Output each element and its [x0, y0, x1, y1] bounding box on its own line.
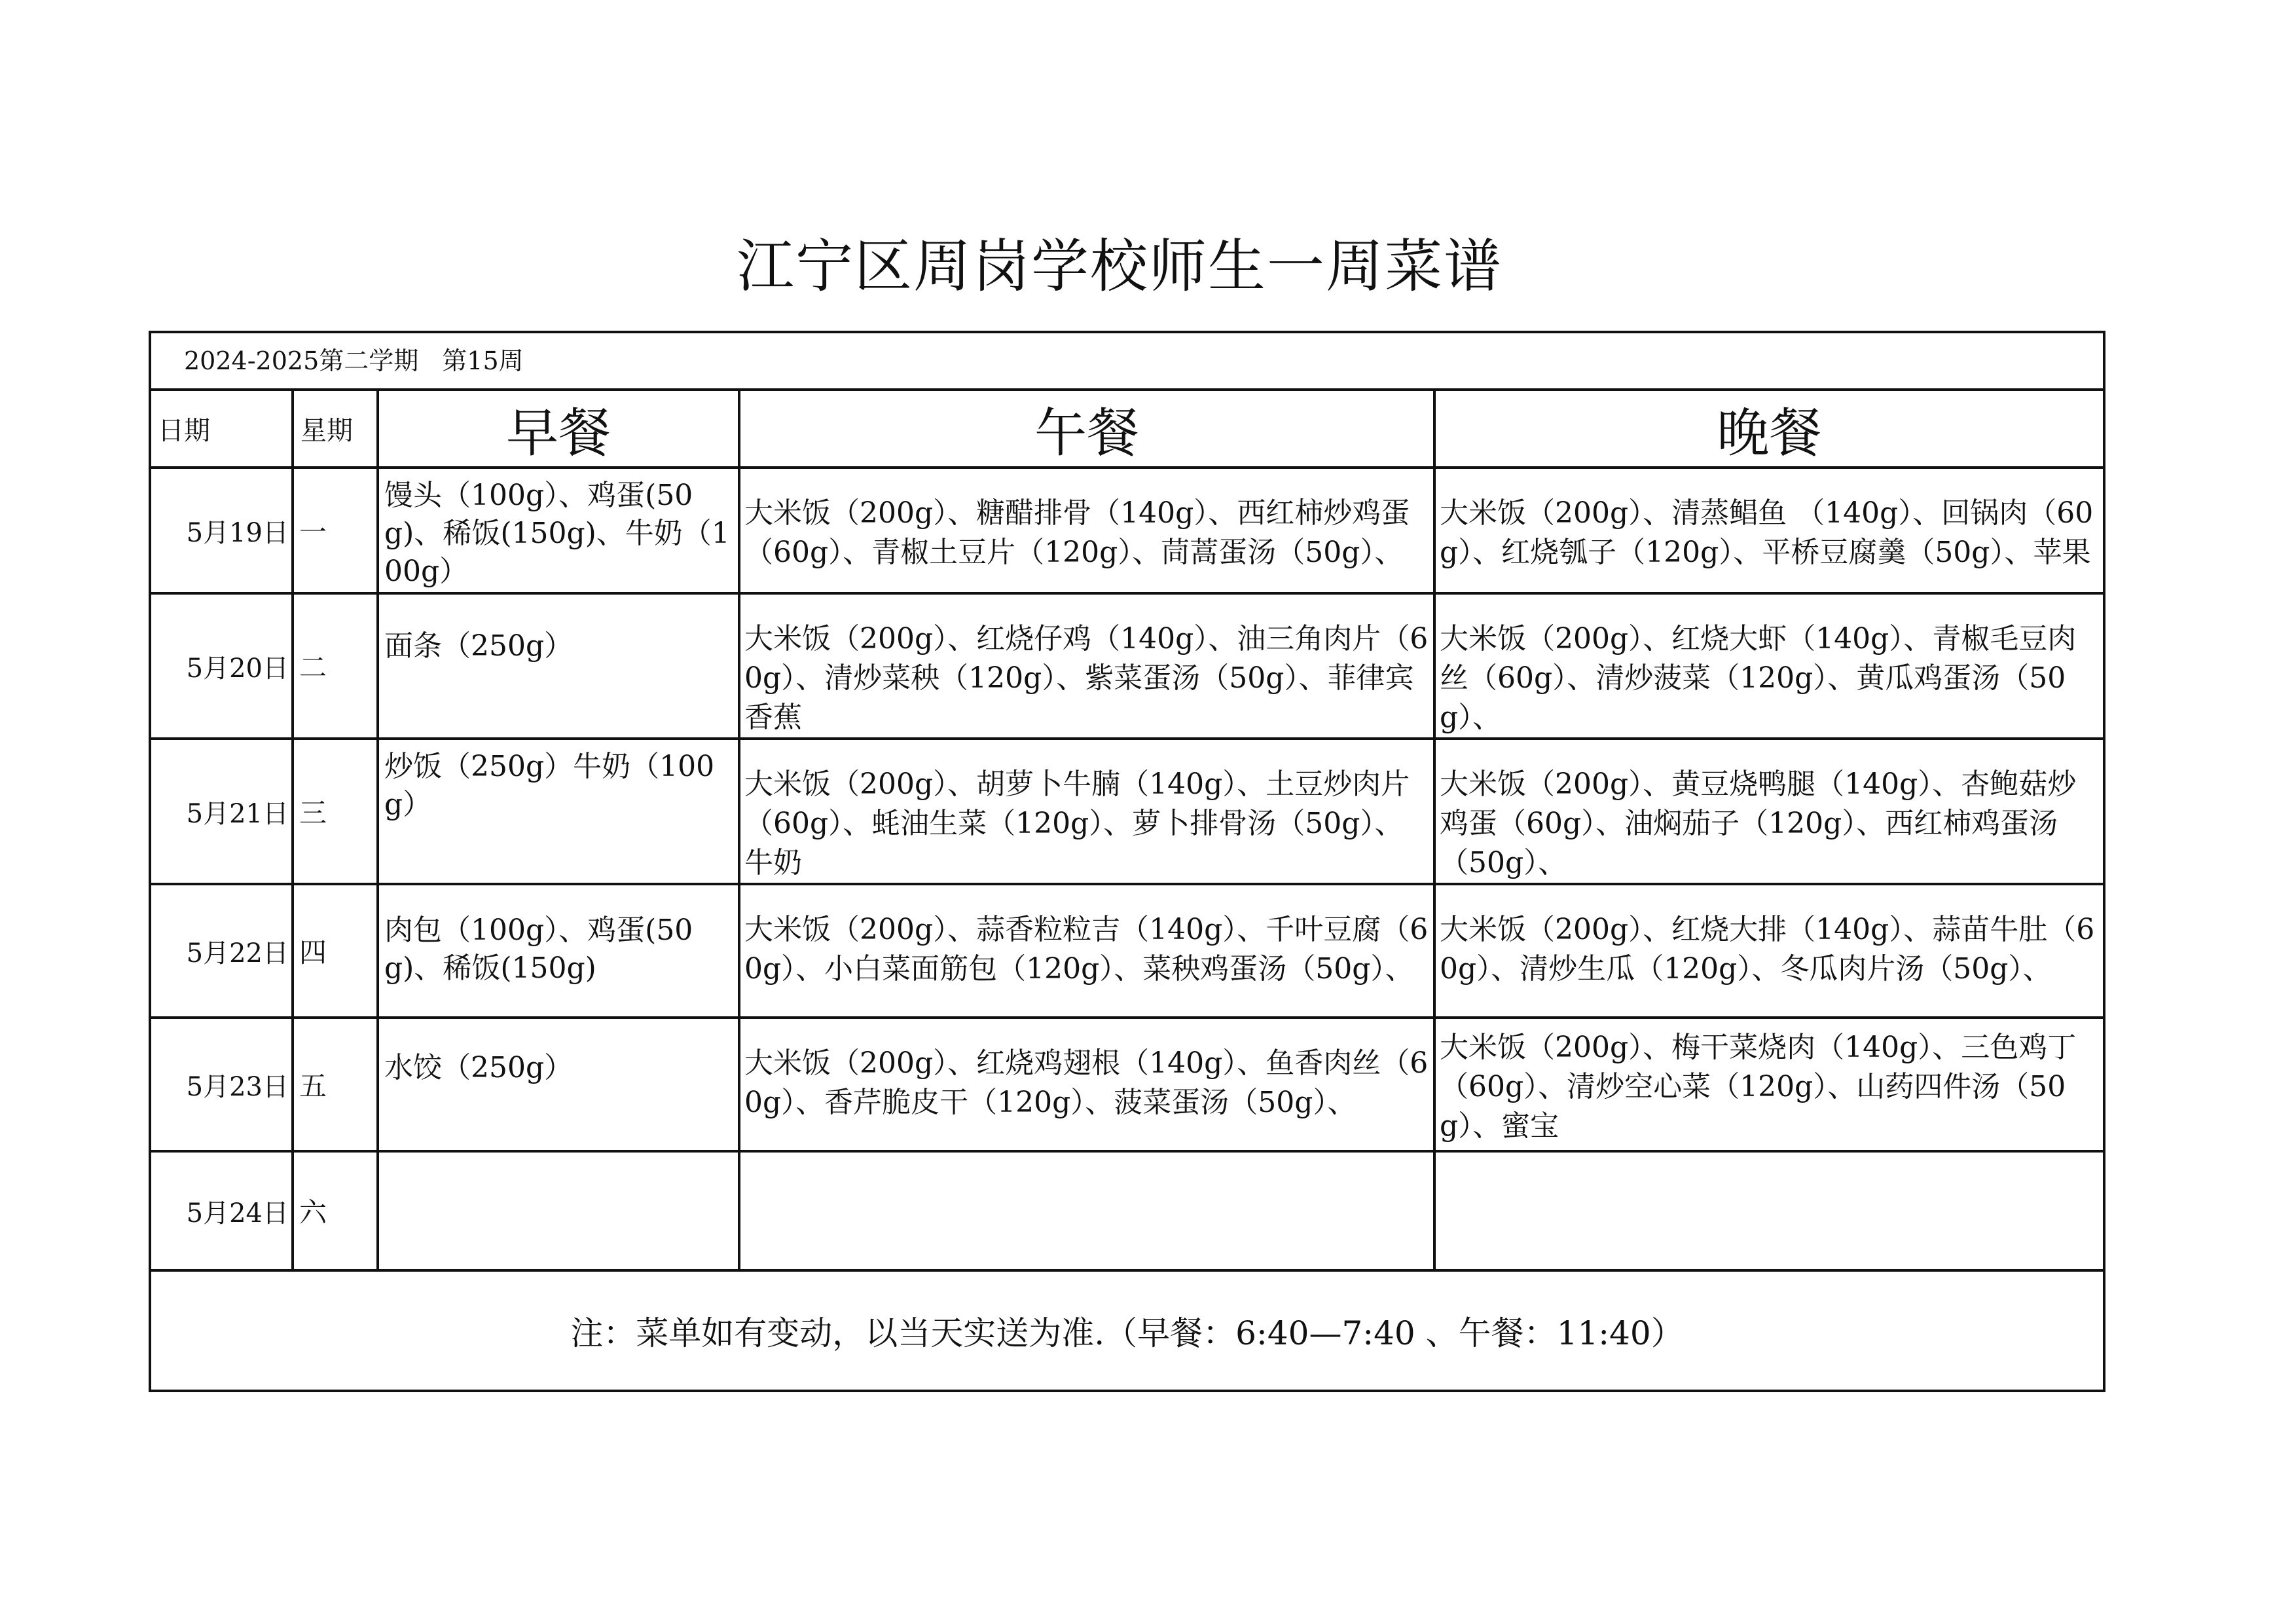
row-dinner: 大米饭（200g）、清蒸鲳鱼 （140g）、回锅肉（60g）、红烧瓠子（120g）、平桥豆腐羹（50g）、苹果 — [1434, 468, 2104, 593]
header-dinner: 晚餐 — [1434, 390, 2104, 468]
row-weekday: 二 — [293, 593, 378, 739]
row-dinner: 大米饭（200g）、红烧大虾（140g）、青椒毛豆肉丝（60g）、清炒菠菜（120g）、黄瓜鸡蛋汤（50g）、 — [1434, 593, 2104, 739]
row-weekday: 五 — [293, 1018, 378, 1151]
table-row — [150, 1018, 2104, 1151]
menu-table — [149, 331, 2105, 1392]
table-row — [150, 468, 2104, 593]
row-breakfast: 面条（250g） — [378, 593, 739, 739]
row-date: 5月20日 — [150, 593, 293, 739]
semester-row — [150, 332, 2104, 390]
row-dinner: 大米饭（200g）、黄豆烧鸭腿（140g）、杏鲍菇炒鸡蛋（60g）、油焖茄子（120g）、西红柿鸡蛋汤（50g）、 — [1434, 739, 2104, 884]
row-date: 5月22日 — [150, 884, 293, 1018]
row-breakfast: 肉包（100g）、鸡蛋(50g)、稀饭(150g) — [378, 884, 739, 1018]
row-weekday: 一 — [293, 468, 378, 593]
row-dinner: 大米饭（200g）、红烧大排（140g）、蒜苗牛肚（60g）、清炒生瓜（120g）、冬瓜肉片汤（50g）、 — [1434, 884, 2104, 1018]
row-weekday: 六 — [293, 1151, 378, 1270]
row-breakfast — [378, 1151, 739, 1270]
row-breakfast: 馒头（100g）、鸡蛋(50g)、稀饭(150g)、牛奶（100g） — [378, 468, 739, 593]
table-row — [150, 1151, 2104, 1270]
row-dinner: 大米饭（200g）、梅干菜烧肉（140g）、三色鸡丁（60g）、清炒空心菜（120g）、山药四件汤（50g）、蜜宝 — [1434, 1018, 2104, 1151]
row-breakfast: 水饺（250g） — [378, 1018, 739, 1151]
table-row — [150, 593, 2104, 739]
header-breakfast: 早餐 — [378, 390, 739, 468]
header-weekday: 星期 — [293, 390, 378, 468]
header-row — [150, 390, 2104, 468]
note-row — [150, 1270, 2104, 1391]
row-dinner — [1434, 1151, 2104, 1270]
row-weekday: 四 — [293, 884, 378, 1018]
page-title: 江宁区周岗学校师生一周菜谱 — [736, 232, 1503, 300]
row-lunch: 大米饭（200g）、红烧鸡翅根（140g）、鱼香肉丝（60g）、香芹脆皮干（120g）、菠菜蛋汤（50g）、 — [739, 1018, 1434, 1151]
row-date: 5月19日 — [150, 468, 293, 593]
row-lunch: 大米饭（200g）、胡萝卜牛腩（140g）、土豆炒肉片（60g）、蚝油生菜（120g）、萝卜排骨汤（50g）、牛奶 — [739, 739, 1434, 884]
row-date: 5月24日 — [150, 1151, 293, 1270]
semester-week: 第15周 — [442, 346, 524, 375]
header-lunch: 午餐 — [739, 390, 1434, 468]
row-date: 5月21日 — [150, 739, 293, 884]
semester-term: 2024-2025第二学期 — [184, 346, 419, 375]
row-lunch: 大米饭（200g）、蒜香粒粒吉（140g）、千叶豆腐（60g）、小白菜面筋包（120g）、菜秧鸡蛋汤（50g）、 — [739, 884, 1434, 1018]
row-lunch: 大米饭（200g）、红烧仔鸡（140g）、油三角肉片（60g）、清炒菜秧（120g）、紫菜蛋汤（50g）、菲律宾香蕉 — [739, 593, 1434, 739]
table-row — [150, 884, 2104, 1018]
table-row — [150, 739, 2104, 884]
row-lunch — [739, 1151, 1434, 1270]
row-lunch: 大米饭（200g）、糖醋排骨（140g）、西红柿炒鸡蛋（60g）、青椒土豆片（120g）、茼蒿蛋汤（50g）、 — [739, 468, 1434, 593]
semester-cell — [150, 332, 2104, 390]
row-weekday: 三 — [293, 739, 378, 884]
row-date: 5月23日 — [150, 1018, 293, 1151]
header-date: 日期 — [150, 390, 293, 468]
note-text: 注：菜单如有变动，以当天实送为准.（早餐：6:40—7:40 、午餐：11:40） — [150, 1270, 2104, 1391]
row-breakfast: 炒饭（250g）牛奶（100g） — [378, 739, 739, 884]
